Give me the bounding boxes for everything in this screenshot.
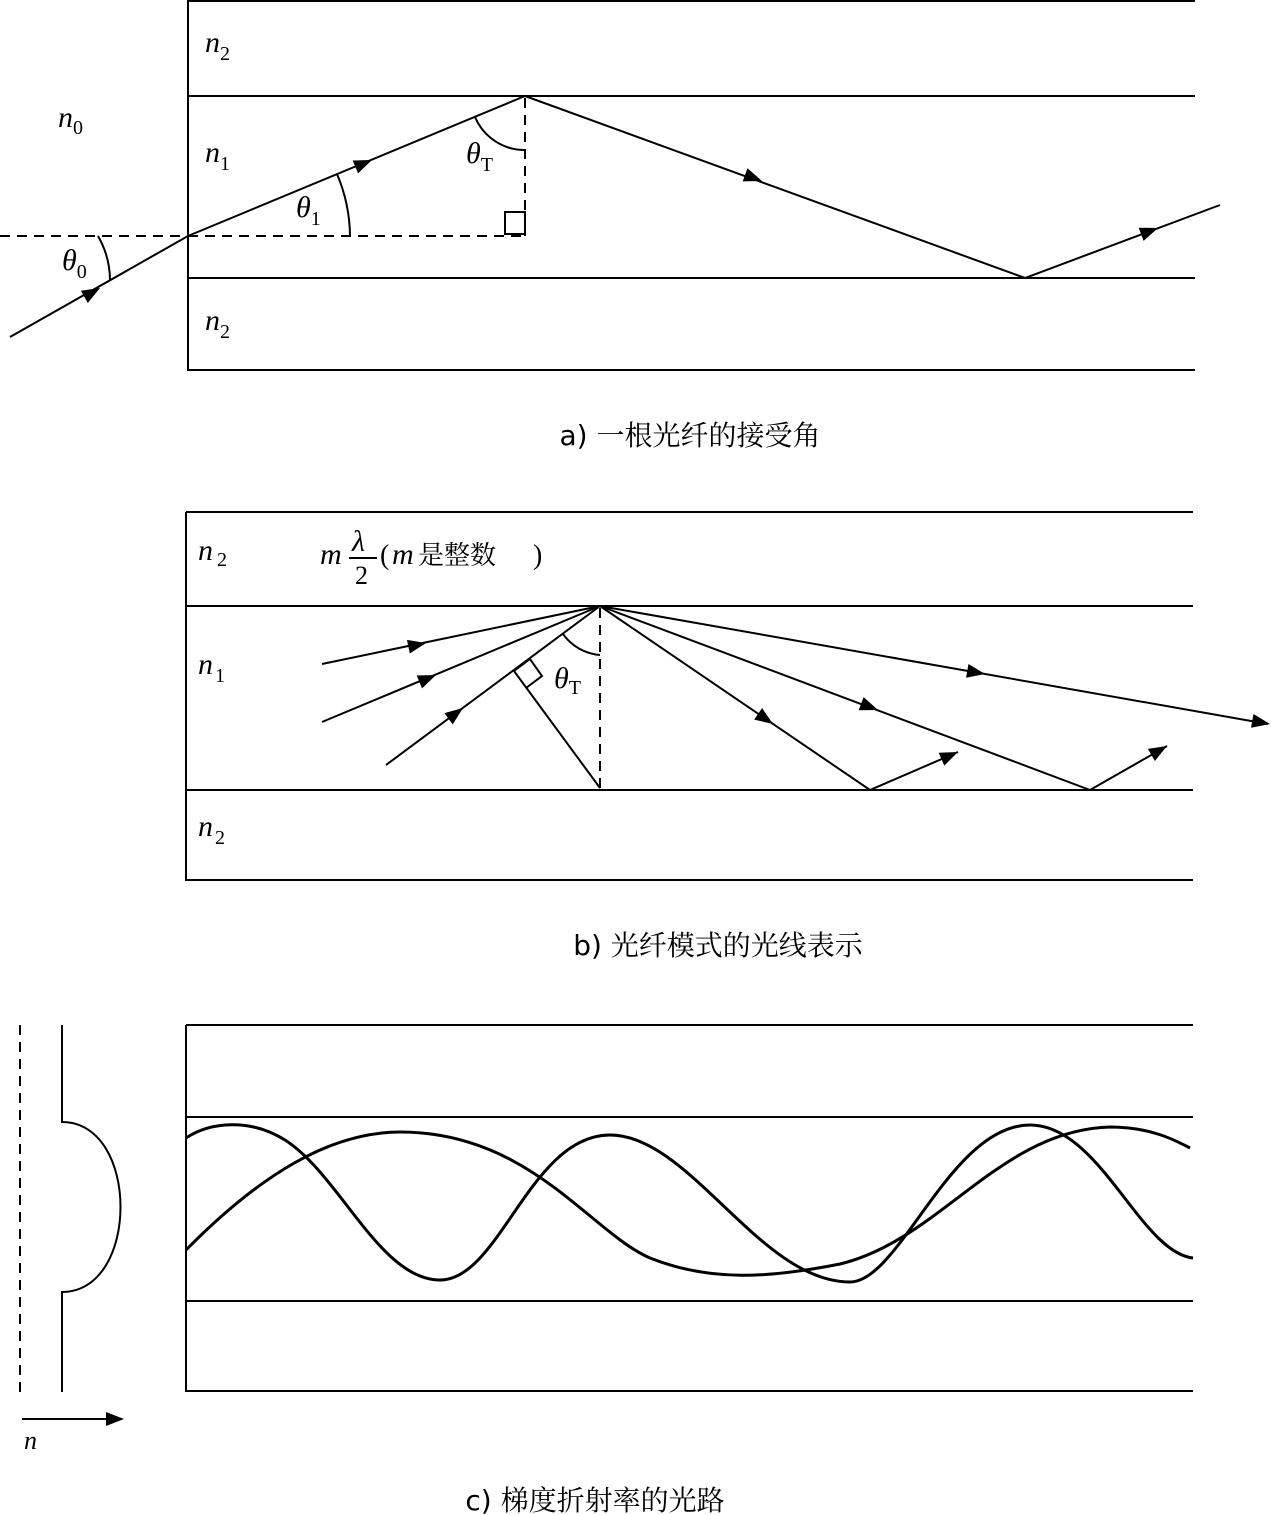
thetaT-arc: [475, 117, 525, 150]
ray-arrow: [1148, 740, 1171, 761]
ray-arrow: [417, 669, 439, 689]
outgoing-ray-3: [600, 606, 958, 790]
label-thetaT: $\theta_T$: [466, 137, 493, 176]
label-n2-top-b: n $_2$: [198, 534, 227, 571]
label-thetaT-b: $\theta_T$: [554, 662, 581, 699]
ray-arrow: [743, 168, 765, 187]
outgoing-ray-1: [600, 606, 1268, 724]
label-theta0: $\theta_0$: [62, 244, 87, 283]
panel-a: [0, 0, 1220, 452]
incoming-ray-1: [322, 606, 600, 664]
formula-m: m: [320, 538, 342, 571]
ray-path-slow-oscillation: [186, 1127, 1190, 1275]
ray-path-a: [10, 96, 1220, 337]
label-n0: $n_0$: [58, 101, 83, 139]
ray-arrow: [939, 746, 961, 766]
mode-condition-formula: [320, 525, 542, 590]
panel-c: [20, 1025, 1193, 1515]
right-angle-marker: [505, 212, 525, 234]
outgoing-ray-2: [600, 606, 1167, 790]
label-n2-top: $n_2$: [205, 26, 230, 65]
ray-path-fast-oscillation: [186, 1125, 1193, 1282]
formula-paren-close: ): [533, 540, 543, 571]
index-axis-arrowhead: [106, 1412, 124, 1426]
label-theta1: $\theta_1$: [296, 191, 321, 230]
label-n1-b: n $_1$: [198, 648, 225, 687]
ray-arrow: [754, 708, 777, 730]
label-n-axis: n: [24, 1426, 37, 1455]
theta1-arc: [337, 174, 350, 236]
formula-integer-text: 是整数: [418, 541, 497, 571]
theta0-arc: [98, 236, 110, 280]
ray-arrow: [1251, 714, 1271, 731]
caption-a: a) 一根光纤的接受角: [559, 419, 821, 452]
formula-m-inner: m: [392, 538, 414, 571]
thetaT-arc-b: [563, 634, 600, 655]
right-angle-marker-b: [514, 659, 542, 688]
ray-arrow: [966, 664, 986, 681]
ray-arrow: [1139, 221, 1161, 240]
caption-b: b) 光纤模式的光线表示: [573, 929, 863, 962]
ray-arrow: [407, 636, 427, 653]
formula-paren-open: (: [380, 540, 390, 571]
label-n2-bottom-b: n $_2$: [198, 810, 225, 849]
label-n1: $n_1$: [205, 136, 230, 175]
index-profile-curve: [62, 1025, 121, 1392]
label-n2-bottom: $n_2$: [205, 304, 230, 343]
ray-arrow: [353, 154, 375, 174]
ray-arrow: [444, 702, 467, 724]
ray-arrow: [859, 697, 881, 716]
formula-two: 2: [355, 561, 368, 590]
caption-c: c) 梯度折射率的光路: [465, 1484, 725, 1515]
formula-lambda: λ: [352, 525, 365, 558]
panel-b: [186, 512, 1271, 962]
